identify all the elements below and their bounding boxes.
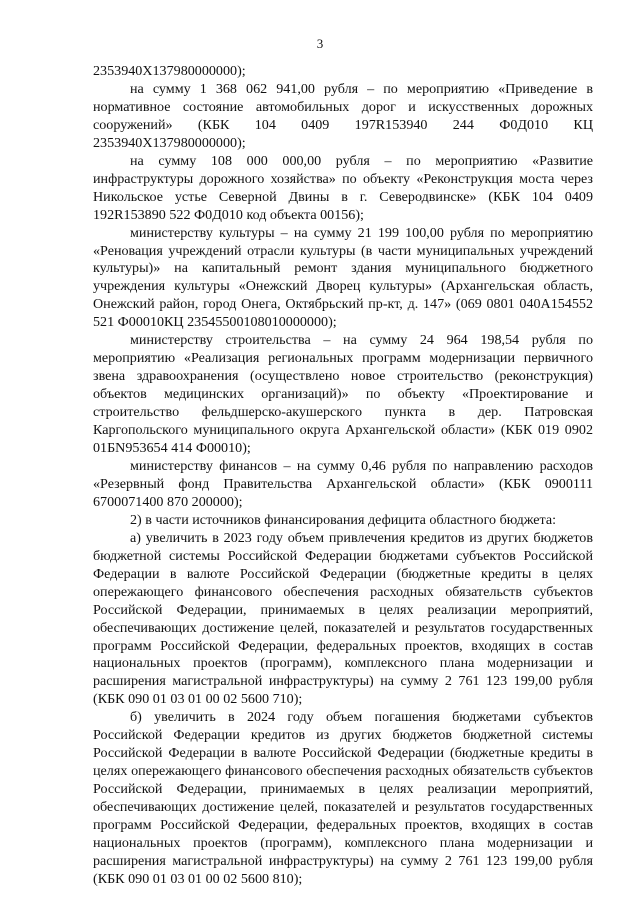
paragraph: министерству культуры – на сумму 21 199 100,00 рубля по мероприятию «Реновация учреждений отрасли культуры (в части муниципальных учреждений культуры)» на капитальный ремонт здания муниципального бюджетного учреждения культуры «Онежский Дворец культуры» (Архангельская область, Онежский район, город Онега, Октябрьский пр-кт, д. 147» (069 0801 040А154552 521 Ф00010КЦ 23545500108010000000); [93, 224, 593, 331]
paragraph: 2353940Х137980000000); [93, 63, 246, 79]
paragraph: на сумму 108 000 000,00 рубля – по мероприятию «Развитие инфраструктуры дорожного хозяйства» по объекту «Реконструкция моста через Никольское устье Северной Двины в г. Северодвинске» (КБК 104 0409 192R153890 522 Ф0Д010 код объекта 00156); [93, 152, 593, 223]
paragraph: министерству финансов – на сумму 0,46 рубля по направлению расходов «Резервный фонд Правительства Архангельской области» (КБК 0900111 6700071400 870 200000); [93, 457, 593, 510]
paragraph: б) увеличить в 2024 году объем погашения бюджетами субъектов Российской Федерации кредитов из других бюджетов бюджетной системы Российской Федерации в валюте Российской Федерации (бюджетные кредиты в целях опережающего финансового обеспечения расходных обязательств субъектов Российской Федерации, принимаемых в целях реализации мероприятий, обеспечивающих достижение целей, показателей и результатов государственных программ Российской Федерации, федеральных проектов, входящих в состав национальных проектов (программ), комплексного плана модернизации и расширения магистральной инфраструктуры) на сумму 2 761 123 199,00 рубля (КБК 090 01 03 01 00 02 5600 810); [93, 709, 593, 887]
page-number: 3 [316, 36, 324, 51]
paragraph: министерству строительства – на сумму 24 964 198,54 рубля по мероприятию «Реализация региональных программ модернизации первичного звена здравоохранения (осуществлено новое строительство (реконструкция) объектов медицинских организаций)» по объекту «Проектирование и строительство фельдшерско-акушерского пункта в дер. Патровская Каргопольского муниципального округа Архангельской области» (КБК 019 0902 01БN953654 414 Ф00010); [93, 332, 593, 457]
document-body [93, 63, 593, 889]
paragraph: на сумму 1 368 062 941,00 рубля – по мероприятию «Приведение в нормативное состояние автомобильных дорог и искусственных дорожных сооружений» (КБК 104 0409 197R153940 244 Ф0Д010 КЦ 2353940Х137980000000); [93, 80, 593, 151]
paragraph: 2) в части источников финансирования дефицита областного бюджета: [130, 511, 557, 528]
paragraph: а) увеличить в 2023 году объем привлечения кредитов из других бюджетов бюджетной системы Российской Федерации бюджетами субъектов Российской Федерации в валюте Российской Федерации (бюджетные кредиты в целях опережающего финансового обеспечения расходных обязательств субъектов Российской Федерации, принимаемых в целях реализации мероприятий, обеспечивающих достижение целей, показателей и результатов государственных программ Российской Федерации, федеральных проектов, входящих в состав национальных проектов (программ), комплексного плана модернизации и расширения магистральной инфраструктуры) на сумму 2 761 123 199,00 рубля (КБК 090 01 03 01 00 02 5600 710); [93, 529, 593, 708]
